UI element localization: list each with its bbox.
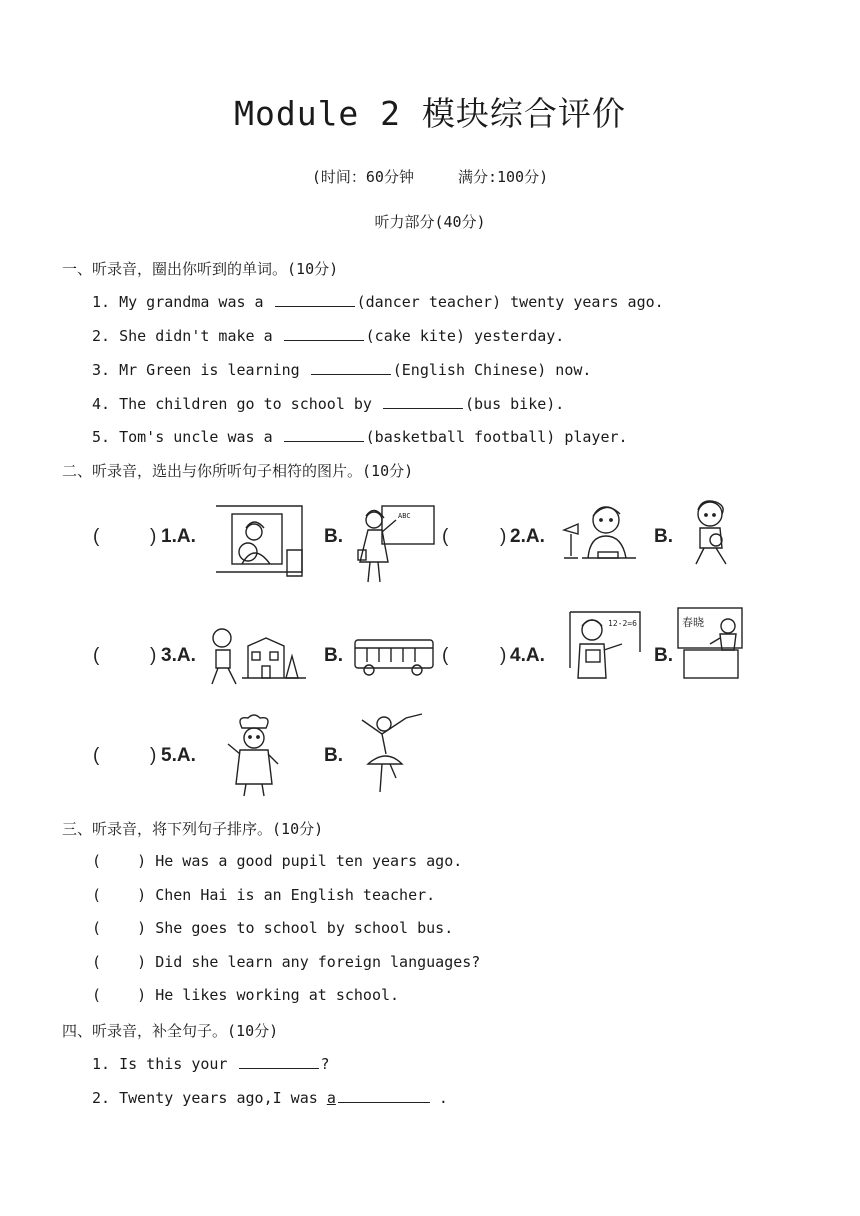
option-b-label: B. bbox=[324, 526, 343, 547]
answer-paren-close: ) bbox=[500, 526, 507, 547]
section1-heading: 一、听录音，圈出你听到的单词。(10分) bbox=[62, 260, 339, 278]
answer-paren-open[interactable]: ( bbox=[442, 526, 449, 547]
bus-picture bbox=[353, 638, 435, 678]
question-label: 2.A. bbox=[510, 526, 545, 547]
page-title: Module 2 模块综合评价 bbox=[234, 94, 626, 133]
answer-paren-open[interactable]: ( bbox=[93, 645, 100, 666]
section1-item: 2. She didn't make a (cake kite) yesterday. bbox=[92, 327, 565, 345]
underlined-word: a bbox=[326, 1089, 336, 1107]
answer-blank[interactable] bbox=[311, 360, 391, 375]
math-teacher-picture bbox=[564, 608, 646, 686]
boy-walking-to-school-picture bbox=[208, 626, 308, 688]
exam-info bbox=[0, 166, 860, 187]
answer-blank[interactable] bbox=[275, 292, 355, 307]
option-b-label: B. bbox=[654, 645, 673, 666]
answer-paren-close: ) bbox=[150, 745, 157, 766]
section4-heading: 四、听录音，补全句子。(10分) bbox=[62, 1022, 279, 1040]
ordering-item: ( ) He was a good pupil ten years ago. bbox=[92, 852, 463, 870]
answer-paren-open[interactable]: ( bbox=[93, 526, 100, 547]
option-b-label: B. bbox=[324, 745, 343, 766]
answer-paren-open[interactable]: ( bbox=[442, 645, 449, 666]
answer-blank[interactable] bbox=[239, 1054, 319, 1069]
part-label: 听力部分(40分) bbox=[374, 213, 486, 231]
answer-blank[interactable] bbox=[284, 326, 364, 341]
answer-paren-open[interactable]: ( bbox=[93, 745, 100, 766]
question-label: 5.A. bbox=[161, 745, 196, 766]
answer-blank[interactable] bbox=[383, 394, 463, 409]
question-label: 4.A. bbox=[510, 645, 545, 666]
answer-paren-close: ) bbox=[150, 526, 157, 547]
ordering-item: ( ) He likes working at school. bbox=[92, 986, 400, 1004]
exam-score: 满分:100分) bbox=[457, 168, 549, 186]
answer-paren-close: ) bbox=[150, 645, 157, 666]
section1-item: 1. My grandma was a (dancer teacher) twenty years ago. bbox=[92, 293, 664, 311]
option-b-label: B. bbox=[324, 645, 343, 666]
section2-heading: 二、听录音，选出与你所听句子相符的图片。(10分) bbox=[62, 462, 414, 480]
answer-paren-close: ) bbox=[500, 645, 507, 666]
section4-item: 1. Is this your ? bbox=[92, 1055, 330, 1073]
teacher-picture bbox=[352, 502, 437, 587]
section1-item: 5. Tom's uncle was a (basketball football) player. bbox=[92, 428, 628, 446]
section1-item: 4. The children go to school by (bus bike). bbox=[92, 395, 565, 413]
answer-blank[interactable] bbox=[284, 427, 364, 442]
bus-driver-picture bbox=[212, 502, 307, 582]
chinese-teacher-picture bbox=[676, 606, 748, 680]
dancer-picture bbox=[352, 712, 432, 796]
girl-running-picture bbox=[682, 498, 742, 570]
ordering-item: ( ) Chen Hai is an English teacher. bbox=[92, 886, 436, 904]
section1-item: 3. Mr Green is learning (English Chinese) now. bbox=[92, 361, 592, 379]
chunxiao-text: 春晓 bbox=[682, 616, 704, 629]
abc-text: ABC bbox=[398, 512, 411, 520]
ordering-item: ( ) Did she learn any foreign languages? bbox=[92, 953, 481, 971]
boy-studying-picture bbox=[560, 500, 642, 570]
section4-item: 2. Twenty years ago,I was a . bbox=[92, 1089, 448, 1107]
answer-blank[interactable] bbox=[338, 1088, 430, 1103]
cook-picture bbox=[220, 714, 284, 800]
ordering-item: ( ) She goes to school by school bus. bbox=[92, 919, 454, 937]
question-label: 3.A. bbox=[161, 645, 196, 666]
exam-time: (时间：60分钟 bbox=[311, 168, 414, 186]
option-b-label: B. bbox=[654, 526, 673, 547]
math-text: 12-2=6 bbox=[608, 619, 637, 628]
section3-heading: 三、听录音，将下列句子排序。(10分) bbox=[62, 820, 324, 838]
question-label: 1.A. bbox=[161, 526, 196, 547]
